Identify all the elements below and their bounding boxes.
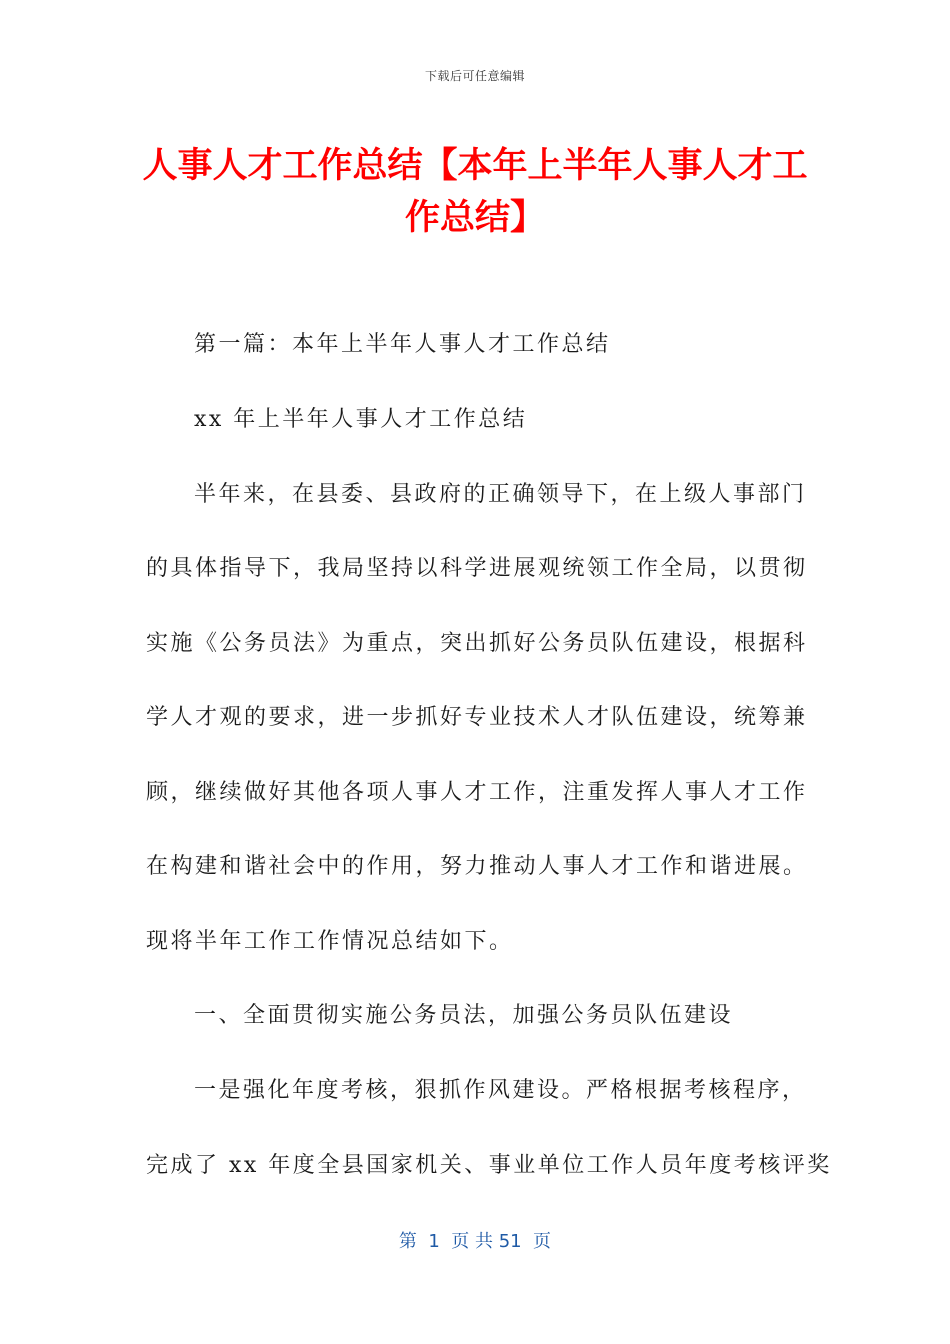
paragraph-line: 半年来，在县委、县政府的正确领导下，在上级人事部门 (194, 482, 807, 507)
paragraph-line: 现将半年工作工作情况总结如下。 (146, 929, 514, 954)
paragraph-line: 在构建和谐社会中的作用，努力推动人事人才工作和谐进展。 (146, 854, 808, 879)
header-note: 下载后可任意编辑 (424, 69, 525, 83)
paragraph-line: 实施《公务员法》为重点，突出抓好公务员队伍建设，根据科 (146, 631, 808, 656)
subtitle: xx 年上半年人事人才工作总结 (194, 407, 528, 432)
page-footer: 第 1 页 共 51 页 (398, 1231, 552, 1252)
title-line-2: 作总结】 (404, 198, 545, 238)
paragraph-line: 顾，继续做好其他各项人事人才工作，注重发挥人事人才工作 (146, 780, 808, 805)
paragraph-line: 的具体指导下，我局坚持以科学进展观统领工作全局，以贯彻 (146, 556, 808, 581)
document-title (130, 140, 820, 244)
paragraph-line: 完成了 xx 年度全县国家机关、事业单位工作人员年度考核评奖 (146, 1153, 832, 1178)
section-heading: 一、全面贯彻实施公务员法，加强公务员队伍建设 (194, 1003, 734, 1028)
title-line-1: 人事人才工作总结【本年上半年人事人才工 (142, 146, 808, 186)
paragraph-line: 学人才观的要求，进一步抓好专业技术人才队伍建设，统筹兼 (146, 705, 808, 730)
section-heading: 第一篇：本年上半年人事人才工作总结 (194, 332, 611, 357)
paragraph-line: 一是强化年度考核，狠抓作风建设。严格根据考核程序， (194, 1078, 807, 1103)
